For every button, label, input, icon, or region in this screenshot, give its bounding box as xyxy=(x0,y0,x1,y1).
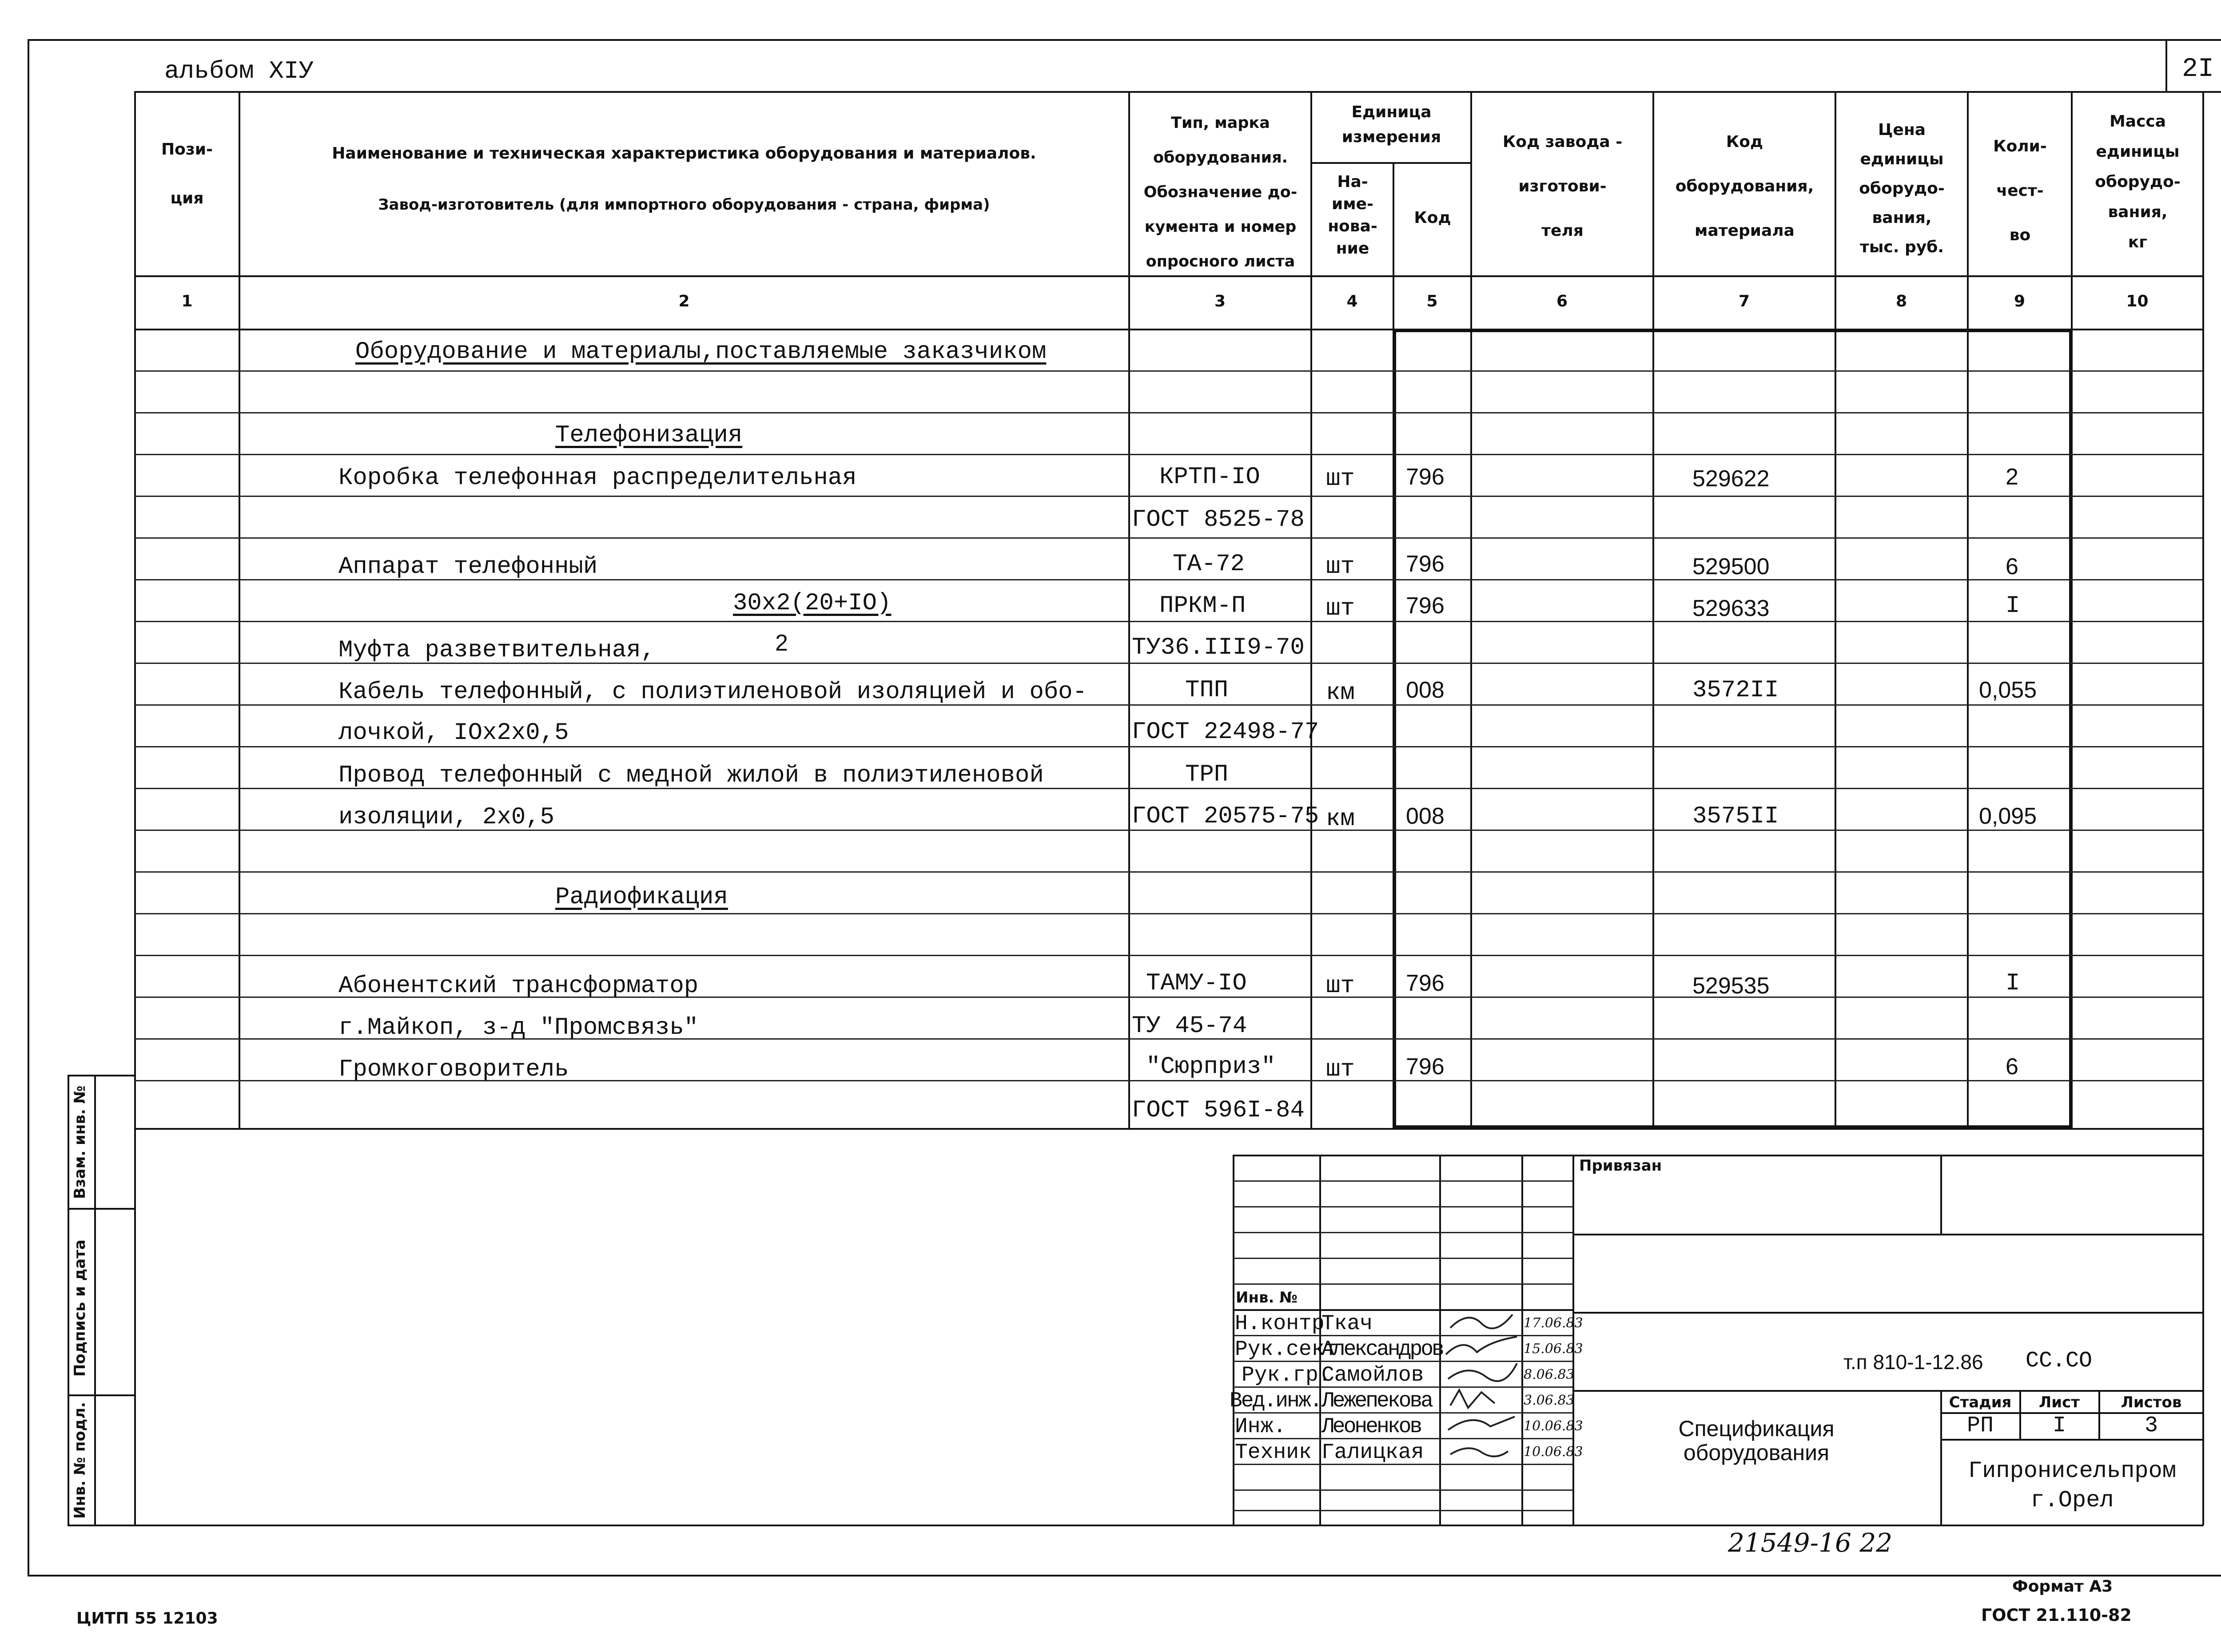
bold-box-bottom xyxy=(1393,1125,2072,1129)
row-sep xyxy=(134,621,2202,622)
row-mark: ГОСТ 596I-84 xyxy=(1132,1097,1305,1124)
side-stamp-left xyxy=(68,1075,69,1525)
row-qty: 0,055 xyxy=(1979,677,2037,703)
tb-row xyxy=(1233,1206,1572,1207)
row-name: Муфта разветвительная, xyxy=(338,637,655,664)
col-number-9: 9 xyxy=(2014,292,2026,310)
tb-privyazan-div xyxy=(1940,1155,1942,1234)
tb-row xyxy=(1233,1283,1572,1285)
row-equip-code: 3572II xyxy=(1692,677,1779,704)
bold-box-top xyxy=(1393,329,2072,332)
sheet-number: 2I xyxy=(2182,54,2214,84)
format-label: Формат А3 xyxy=(2012,1577,2113,1596)
row-sep xyxy=(134,412,2202,413)
row-code: 008 xyxy=(1406,677,1445,703)
tb-col4 xyxy=(1572,1155,1574,1525)
row-sep xyxy=(134,871,2202,873)
row-qty: I xyxy=(2006,592,2020,620)
side-stamp-vzam: Взам. инв. № xyxy=(71,1085,89,1199)
tb-top xyxy=(1233,1155,2203,1156)
tb-privyazan-bottom xyxy=(1572,1234,2203,1235)
col-div-8 xyxy=(1967,91,1969,1128)
tb-stage-label: Стадия xyxy=(1949,1394,2012,1411)
row-name: Громкоговоритель xyxy=(338,1056,569,1083)
unit-subheader-line xyxy=(1310,162,1470,164)
inner-right-border xyxy=(2202,91,2204,1525)
col-number-8: 8 xyxy=(1895,292,1907,310)
row-unit: км xyxy=(1326,679,1355,707)
header-plant-code: Код завода - изготови- теля xyxy=(1502,133,1623,240)
row-qty: 6 xyxy=(2006,1054,2018,1080)
frame-bottom xyxy=(28,1575,2221,1577)
tb-inv-no: Инв. № xyxy=(1236,1289,1298,1307)
tb-doctitle-bottom xyxy=(1572,1390,2203,1392)
signer-role: Рук.гр. xyxy=(1242,1363,1331,1387)
gost-label: ГОСТ 21.110-82 xyxy=(1981,1605,2132,1625)
col-number-7: 7 xyxy=(1738,292,1750,310)
side-stamp-sep2 xyxy=(68,1394,134,1396)
row-unit: шт xyxy=(1326,1056,1355,1083)
archive-number: 21549-16 22 xyxy=(1728,1528,1893,1558)
row-unit: шт xyxy=(1326,973,1355,1000)
col-number-10: 10 xyxy=(2126,292,2149,310)
row-mark: ГОСТ 8525-78 xyxy=(1132,506,1305,533)
tb-sheets-label: Листов xyxy=(2121,1394,2182,1411)
subsection-radio: Радиофикация xyxy=(555,884,728,911)
row-code: 796 xyxy=(1406,593,1445,619)
row-unit: шт xyxy=(1326,595,1355,622)
tb-org: Гипронисельпром г.Орел xyxy=(1968,1458,2177,1513)
row-sep xyxy=(134,454,2202,455)
row-qty: 6 xyxy=(2006,554,2018,580)
col-div-2 xyxy=(1128,91,1130,1128)
header-qty: Коли- чест- во xyxy=(1993,137,2047,244)
col-number-6: 6 xyxy=(1556,292,1568,310)
tb-row xyxy=(1233,1232,1572,1233)
side-stamp-sep1 xyxy=(68,1208,134,1210)
row-mark: ПРКМ-П xyxy=(1159,592,1246,620)
row-name: Провод телефонный с медной жилой в полиэтиленовой xyxy=(338,762,1044,789)
tb-doc-code: т.п 810-1-12.86 xyxy=(1843,1350,1983,1374)
frame-left xyxy=(28,39,29,1576)
header-equip-code: Код оборудования, материала xyxy=(1675,133,1814,240)
signer-role: Вед.инж. xyxy=(1230,1389,1321,1413)
tb-sheets: 3 xyxy=(2144,1413,2158,1438)
row-unit: шт xyxy=(1326,465,1355,492)
row-code: 796 xyxy=(1406,1054,1445,1080)
signer-date: 3.06.83 xyxy=(1524,1393,1575,1408)
row-qty: I xyxy=(2006,970,2020,997)
signer-name: Ткач xyxy=(1321,1312,1373,1336)
tb-doc-suffix: СС.СО xyxy=(2026,1348,2093,1374)
header-unit-code: Код xyxy=(1414,209,1451,227)
row-mark: ТУ36.III9-70 xyxy=(1132,634,1305,661)
signer-role: Н.контр xyxy=(1235,1312,1325,1336)
signer-date: 15.06.83 xyxy=(1524,1341,1583,1357)
tb-privyazan: Привязан xyxy=(1579,1157,1662,1175)
row-name: Кабель телефонный, с полиэтиленовой изоляцией и обо- xyxy=(338,679,1087,706)
row-equip-code: 529500 xyxy=(1692,554,1770,580)
row-mark: ТПП xyxy=(1185,677,1229,704)
signer-date: 17.06.83 xyxy=(1524,1315,1583,1331)
tb-row xyxy=(1233,1510,1572,1511)
row-equip-code: 529633 xyxy=(1692,596,1770,621)
header-mass: Масса единицы оборудо- вания, кг xyxy=(2095,112,2181,251)
row-mark: ГОСТ 20575-75 xyxy=(1132,803,1319,830)
row-name: Коробка телефонная распределительная xyxy=(338,465,857,492)
header-name-line2: Завод-изготовитель (для импортного оборудования - страна, фирма) xyxy=(378,196,990,214)
row-name: изоляции, 2х0,5 xyxy=(338,804,555,831)
col-number-3: 3 xyxy=(1214,292,1226,310)
subsection-telephony: Телефонизация xyxy=(555,422,743,449)
tb-doccode-bottom xyxy=(1572,1312,2203,1314)
col-div-6 xyxy=(1652,91,1654,1128)
col-div-1 xyxy=(239,91,240,1128)
row-code: 796 xyxy=(1406,970,1445,996)
tb-col3 xyxy=(1521,1155,1523,1525)
row-sep xyxy=(134,537,2202,539)
sheet-num-divider xyxy=(2165,39,2167,91)
col-number-5: 5 xyxy=(1426,292,1438,310)
signer-name: Александров xyxy=(1321,1338,1443,1362)
row-name: лочкой, IOx2x0,5 xyxy=(338,719,569,747)
row-qty: 2 xyxy=(2006,464,2018,490)
row-mark: КРТП-IO xyxy=(1159,464,1260,491)
tb-row xyxy=(1233,1309,1572,1311)
row-name: Абонентский трансформатор xyxy=(338,973,699,1000)
tb-row xyxy=(1233,1489,1572,1491)
col-div-3 xyxy=(1310,91,1312,1128)
col-number-1: 1 xyxy=(181,292,193,310)
row-sep xyxy=(134,955,2202,956)
row-sep xyxy=(134,913,2202,914)
tb-row xyxy=(1233,1180,1572,1182)
album-label: альбом ХIУ xyxy=(164,57,314,85)
frame-top xyxy=(28,39,2221,41)
row-qty: 0,095 xyxy=(1979,803,2037,829)
header-unit: Единица измерения xyxy=(1341,103,1441,146)
signer-name: Галицкая xyxy=(1321,1441,1424,1465)
side-stamp-inner xyxy=(94,1075,96,1525)
row-mark: "Сюрприз" xyxy=(1146,1053,1276,1080)
tb-doc-title: Спецификация оборудования xyxy=(1678,1416,1835,1465)
row-code: 008 xyxy=(1406,803,1445,829)
signatures-scribble xyxy=(1441,1310,1521,1465)
signer-name: Леоненков xyxy=(1321,1415,1421,1439)
header-price: Цена единицы оборудо- вания, тыс. руб. xyxy=(1859,121,1945,256)
bold-box-right xyxy=(2069,329,2073,1128)
signer-name: Самойлов xyxy=(1321,1363,1424,1387)
tb-sheet: I xyxy=(2052,1413,2066,1438)
row-mark: ТРП xyxy=(1185,761,1229,788)
bold-box-left xyxy=(1393,329,1396,1128)
row-unit: км xyxy=(1326,806,1355,833)
header-name-line1: Наименование и техническая характеристика оборудования и материалов. xyxy=(332,144,1036,163)
row-equip-code: 529535 xyxy=(1692,973,1770,999)
row-sep xyxy=(134,496,2202,497)
side-stamp-inv: Инв. № подл. xyxy=(71,1402,89,1519)
tb-stage-values-bottom xyxy=(1940,1439,2203,1441)
row-sep xyxy=(134,370,2202,372)
tb-left xyxy=(1233,1155,1234,1525)
signer-date: 8.06.83 xyxy=(1524,1367,1575,1382)
tb-sheet-label: Лист xyxy=(2039,1394,2080,1411)
row-mark: ТА-72 xyxy=(1173,551,1245,578)
row-equip-code: 529622 xyxy=(1692,466,1770,492)
side-stamp-top xyxy=(68,1075,134,1076)
section-title: Оборудование и материалы,поставляемые заказчиком xyxy=(355,338,1047,365)
row-unit: шт xyxy=(1326,553,1355,580)
signer-date: 10.06.83 xyxy=(1524,1418,1583,1434)
row-name: 30х2(20+IO) xyxy=(733,590,892,617)
row-code: 796 xyxy=(1406,464,1445,490)
header-unit-name: На- име- нова- ние xyxy=(1328,173,1377,258)
row-mark: ГОСТ 22498-77 xyxy=(1132,719,1319,746)
tb-row xyxy=(1233,1258,1572,1259)
tb-stage: РП xyxy=(1966,1413,1994,1438)
row-equip-code: 3575II xyxy=(1692,803,1779,830)
header-position: Пози- ция xyxy=(161,140,213,207)
row-code: 796 xyxy=(1406,551,1445,577)
col-number-2: 2 xyxy=(678,292,690,310)
signer-name: Лежепекова xyxy=(1321,1389,1432,1413)
signer-date: 10.06.83 xyxy=(1524,1444,1583,1460)
header-type: Тип, марка оборудования. Обозначение до- кумента и номер опросного листа xyxy=(1143,114,1298,270)
side-stamp-podpis: Подпись и дата xyxy=(71,1239,89,1377)
row-extra: 2 xyxy=(775,630,788,656)
col-div-5 xyxy=(1470,91,1472,1128)
row-name: Аппарат телефонный xyxy=(338,553,598,580)
citp-label: ЦИТП 55 12103 xyxy=(76,1609,218,1628)
signer-role: Инж. xyxy=(1235,1415,1286,1439)
col-div-7 xyxy=(1835,91,1836,1128)
signer-role: Техник xyxy=(1235,1441,1312,1465)
row-name: г.Майкоп, з-д "Промсвязь" xyxy=(338,1014,699,1041)
row-mark: ТАМУ-IO xyxy=(1146,970,1247,997)
header-top xyxy=(134,91,2202,93)
row-mark: ТУ 45-74 xyxy=(1132,1013,1247,1040)
col-number-4: 4 xyxy=(1346,292,1358,310)
inner-bottom-border xyxy=(68,1525,2203,1526)
signer-role: Рук.сект xyxy=(1235,1338,1337,1362)
